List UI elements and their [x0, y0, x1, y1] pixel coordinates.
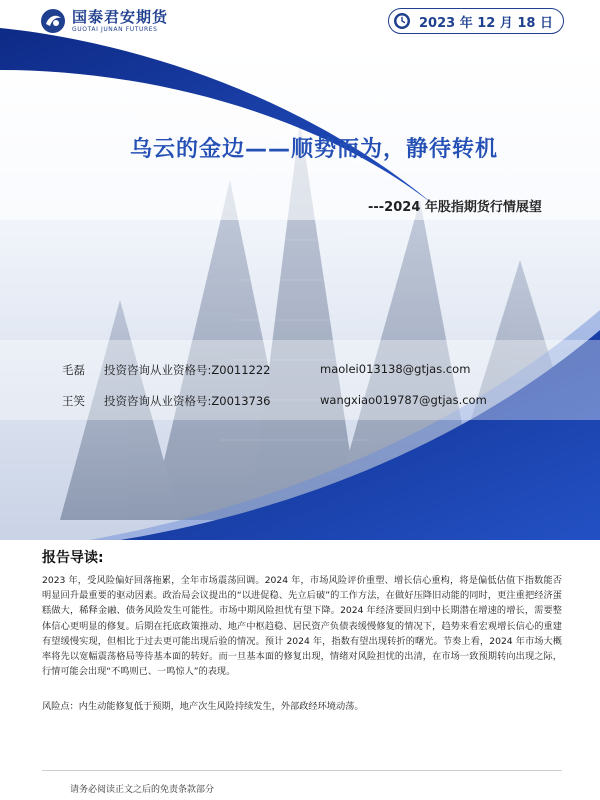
author-cert: 投资咨询从业资格号:Z0011222 [104, 363, 271, 377]
page-header [0, 0, 600, 42]
date-text: 2023 年 12 月 18 日 [419, 15, 553, 31]
report-subtitle: ---2024 年股指期货行情展望 [368, 200, 542, 215]
footer-divider [42, 770, 562, 771]
author-cert: 投资咨询从业资格号:Z0013736 [104, 394, 271, 408]
guide-body: 2023 年，受风险偏好回落拖累，全年市场震荡回调。2024 年，市场风险评价重塑、增长信心重构，将是偏低估值下指数能否明显回升最重要的驱动因素。政治局会议提出的“以进促稳、先立后破”的工作方法，在做好压降旧动能的同时，更注重把经济蛋糕做大，稀释金融、债务风险发生可能性。市场中期风险担忧有望下降。2024 年经济要回归到中长期潜在增速的增长，需要整体信心更明显的修复。后期在托底政策推动、地产中枢趋稳、居民资产负债表缓慢修复的情况下，趋势来看宏观增长信心的重建有望缓慢实现，但相比于过去更可能出现后验的情况。预计 2024 年，指数有望出现转折的曙光。节奏上看，2024 年市场大概率将先以宽幅震荡格局等待基本面的转好。而一旦基本面的修复出现，情绪对风险担忧的出清，在市场一致预期转向出现之际，行情可能会出现“不鸣则已、一鸣惊人”的表现。 [42, 575, 562, 678]
company-logo [40, 8, 168, 34]
author-name: 王笑 [62, 394, 85, 408]
guide-title: 报告导读: [42, 550, 104, 566]
risk-points: 风险点：内生动能修复低于预期，地产次生风险持续发生，外部政经环境动荡。 [42, 701, 364, 712]
disclaimer-note: 请务必阅读正文之后的免责条款部分 [70, 785, 215, 795]
logo-en-text: GUOTAI JUNAN FUTURES [72, 25, 158, 33]
clock-icon [393, 12, 411, 30]
author-email[interactable]: wangxiao019787@gtjas.com [320, 393, 487, 407]
author-name: 毛磊 [62, 363, 85, 377]
logo-icon [40, 8, 66, 34]
logo-cn-text: 国泰君安期货 [72, 7, 169, 26]
author-email[interactable]: maolei013138@gtjas.com [320, 362, 471, 376]
report-date [388, 8, 564, 34]
report-title: 乌云的金边——顺势而为，静待转机 [130, 137, 499, 162]
